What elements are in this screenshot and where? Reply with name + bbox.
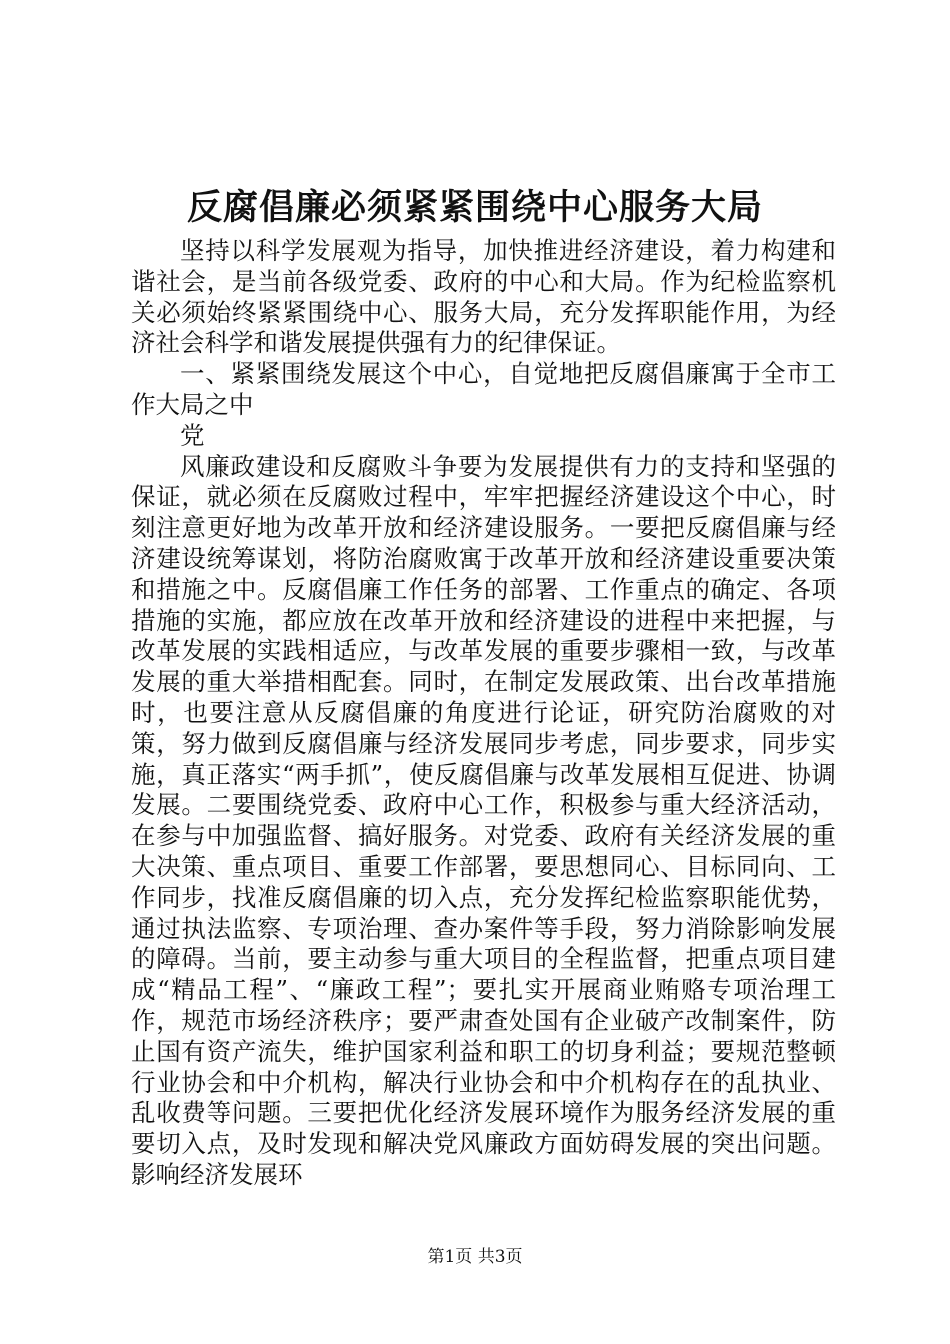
document-title: 反腐倡廉必须紧紧围绕中心服务大局: [186, 187, 763, 228]
paragraph-fragment: 党: [180, 420, 205, 450]
paragraph-intro: 坚持以科学发展观为指导，加快推进经济建设，着力构建和谐社会，是当前各级党委、政府的中心和大局。作为纪检监察机关必须始终紧紧围绕中心、服务大局，充分发挥职能作用，为经济社会科学和谐发展提供强有力的纪律保证。: [131, 236, 836, 358]
paragraph-main: 风廉政建设和反腐败斗争要为发展提供有力的支持和坚强的保证，就必须在反腐败过程中，牢牢把握经济建设这个中心，时刻注意更好地为改革开放和经济建设服务。一要把反腐倡廉与经济建设统筹谋划，将防治腐败寓于改革开放和经济建设重要决策和措施之中。反腐倡廉工作任务的部署、工作重点的确定、各项措施的实施，都应放在改革开放和经济建设的进程中来把握，与改革发展的实践相适应，与改革发展的重要步骤相一致，与改革发展的重大举措相配套。同时，在制定发展政策、出台改革措施时，也要注意从反腐倡廉的角度进行论证，研究防治腐败的对策，努力做到反腐倡廉与经济发展同步考虑，同步要求，同步实施，真正落实“两手抓”，使反腐倡廉与改革发展相互促进、协调发展。二要围绕党委、政府中心工作，积极参与重大经济活动，在参与中加强监督、搞好服务。对党委、政府有关经济发展的重大决策、重点项目、重要工作部署，要思想同心、目标同向、工作同步，找准反腐倡廉的切入点，充分发挥纪检监察职能优势，通过执法监察、专项治理、查办案件等手段，努力消除影响发展的障碍。当前，要主动参与重大项目的全程监督，把重点项目建成“精品工程”、“廉政工程”；要扎实开展商业贿赂专项治理工作，规范市场经济秩序；要严肃查处国有企业破产改制案件，防止国有资产流失，维护国家利益和职工的切身利益；要规范整顿行业协会和中介机构，解决行业协会和中介机构存在的乱执业、乱收费等问题。三要把优化经济发展环境作为服务经济发展的重要切入点，及时发现和解决党风廉政方面妨碍发展的突出问题。影响经济发展环: [131, 451, 836, 1189]
page-number: 第1页 共3页: [427, 1247, 523, 1267]
document-body: [131, 236, 836, 1191]
section-heading: 一、紧紧围绕发展这个中心，自觉地把反腐倡廉寓于全市工作大局之中: [131, 359, 836, 419]
